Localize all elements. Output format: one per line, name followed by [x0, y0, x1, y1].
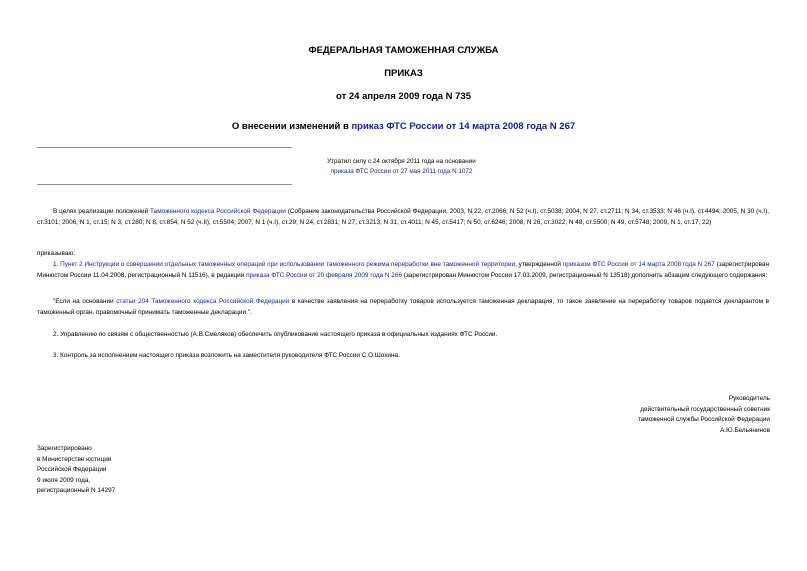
registration-line-3: Российской Федерации — [37, 466, 107, 474]
signature-rank: действительный государственный советник — [640, 405, 770, 413]
doc-date-number: от 24 апреля 2009 года N 735 — [336, 91, 471, 102]
order-266-link[interactable]: приказа ФТС России от 20 февраля 2009 года N 266 — [246, 271, 402, 279]
order-267-link[interactable]: приказом ФТС России от 14 марта 2008 года N 267 — [562, 261, 715, 268]
registration-line-4: 9 июля 2009 года, — [37, 476, 91, 484]
status-note-line2 — [0, 167, 805, 177]
paragraph-quote — [37, 297, 769, 318]
registration-block — [37, 444, 237, 497]
doc-subject — [0, 121, 807, 132]
item-1-text-mid2: (зарегистрирован Минюстом России 11.04.2008, регистрационный N 11516), в редакции — [37, 261, 769, 279]
paragraph-preamble — [37, 207, 769, 228]
registration-line-5: регистрационный N 14297 — [37, 487, 116, 495]
article-204-link[interactable]: статьи 204 Таможенного кодекса Российской Федерации — [116, 298, 290, 305]
agency-title: ФЕДЕРАЛЬНАЯ ТАМОЖЕННАЯ СЛУЖБА — [308, 45, 499, 56]
paragraph-item-3: 3. Контроль за исполнением настоящего приказа возложить на заместителя руководителя ФТС России С.О.Шохина. — [53, 352, 400, 359]
signature-block — [470, 394, 770, 436]
subject-link[interactable]: приказ ФТС России от 14 марта 2008 года N 267 — [351, 121, 576, 132]
repeal-order-link[interactable]: приказа ФТС России от 27 мая 2011 года N 1072 — [330, 168, 473, 175]
instruction-point-link[interactable]: Пункт 2 Инструкции о совершении отдельных таможенных операций при использовании таможенного режима переработки вне таможенной территории — [60, 261, 516, 268]
item-1-text-mid1: , утвержденной — [515, 261, 563, 268]
signature-position: Руководитель — [728, 395, 770, 402]
bottom-rule — [37, 184, 292, 185]
preamble-text-post: (Собрание законодательства Российской Федерации, 2003, N 22, ст.2066; N 52 (ч.I), ст.5038; 2004, N 27, ст.2711; N 34, ст.3533; N 46 (ч.I), ст.4494; 2005, N 30 (ч.I), ст.3101; 2006, N 1, ст.15; N 3, ст.280; N 8, ст.854; N 52 (ч.II), ст.5504; 2007, N 1 (ч.I), ст.29; N 24, ст.2831; N 27, ст.3213; N 31, ст.4011; N 45, ст.5417; N 50, ст.6246; 2008, N 26, ст.3022; N 48, ст.5500; N 49, ст.5748; 2009, N 1, ст.17, 22) — [37, 208, 769, 226]
preamble-text-pre: В целях реализации положений — [53, 208, 151, 215]
status-note-line1: Утратил силу с 24 октября 2011 года на основании — [327, 158, 476, 165]
registration-line-2: в Министерстве юстиции — [37, 455, 112, 463]
signature-name: А.Ю.Бельянинов — [720, 426, 770, 434]
paragraph-item-2: 2. Управлению по связям с общественностью (А.В.Смеляков) обеспечить опубликование настоящего приказа в официальных изданиях ФТС России. — [53, 331, 498, 338]
doc-type-title: ПРИКАЗ — [384, 68, 423, 79]
top-rule — [37, 147, 292, 148]
customs-code-link[interactable]: Таможенного кодекса Российской Федерации — [150, 208, 286, 215]
doc-subject-prefix: О внесении изменений в — [231, 121, 352, 132]
signature-service: таможенной службы Российской Федерации — [637, 416, 770, 424]
registration-line-1: Зарегистрировано — [37, 445, 92, 452]
paragraph-item-1 — [37, 260, 769, 281]
paragraph-order-word: приказываю: — [37, 250, 75, 257]
quote-text-post: в качестве заявления на переработку товаров используется таможенная декларация, то такое заявление на переработку товаров подается декларантом в таможенный орган, правомочный принимать таможенные декларации.". — [37, 298, 769, 316]
item-1-number: 1. — [53, 261, 61, 268]
item-1-text-post: (зарегистрирован Минюстом России 17.03.2009, регистрационный N 13518) дополнить абзацем следующего содержания: — [401, 271, 768, 279]
quote-text-pre: "Если на основании — [53, 298, 117, 305]
